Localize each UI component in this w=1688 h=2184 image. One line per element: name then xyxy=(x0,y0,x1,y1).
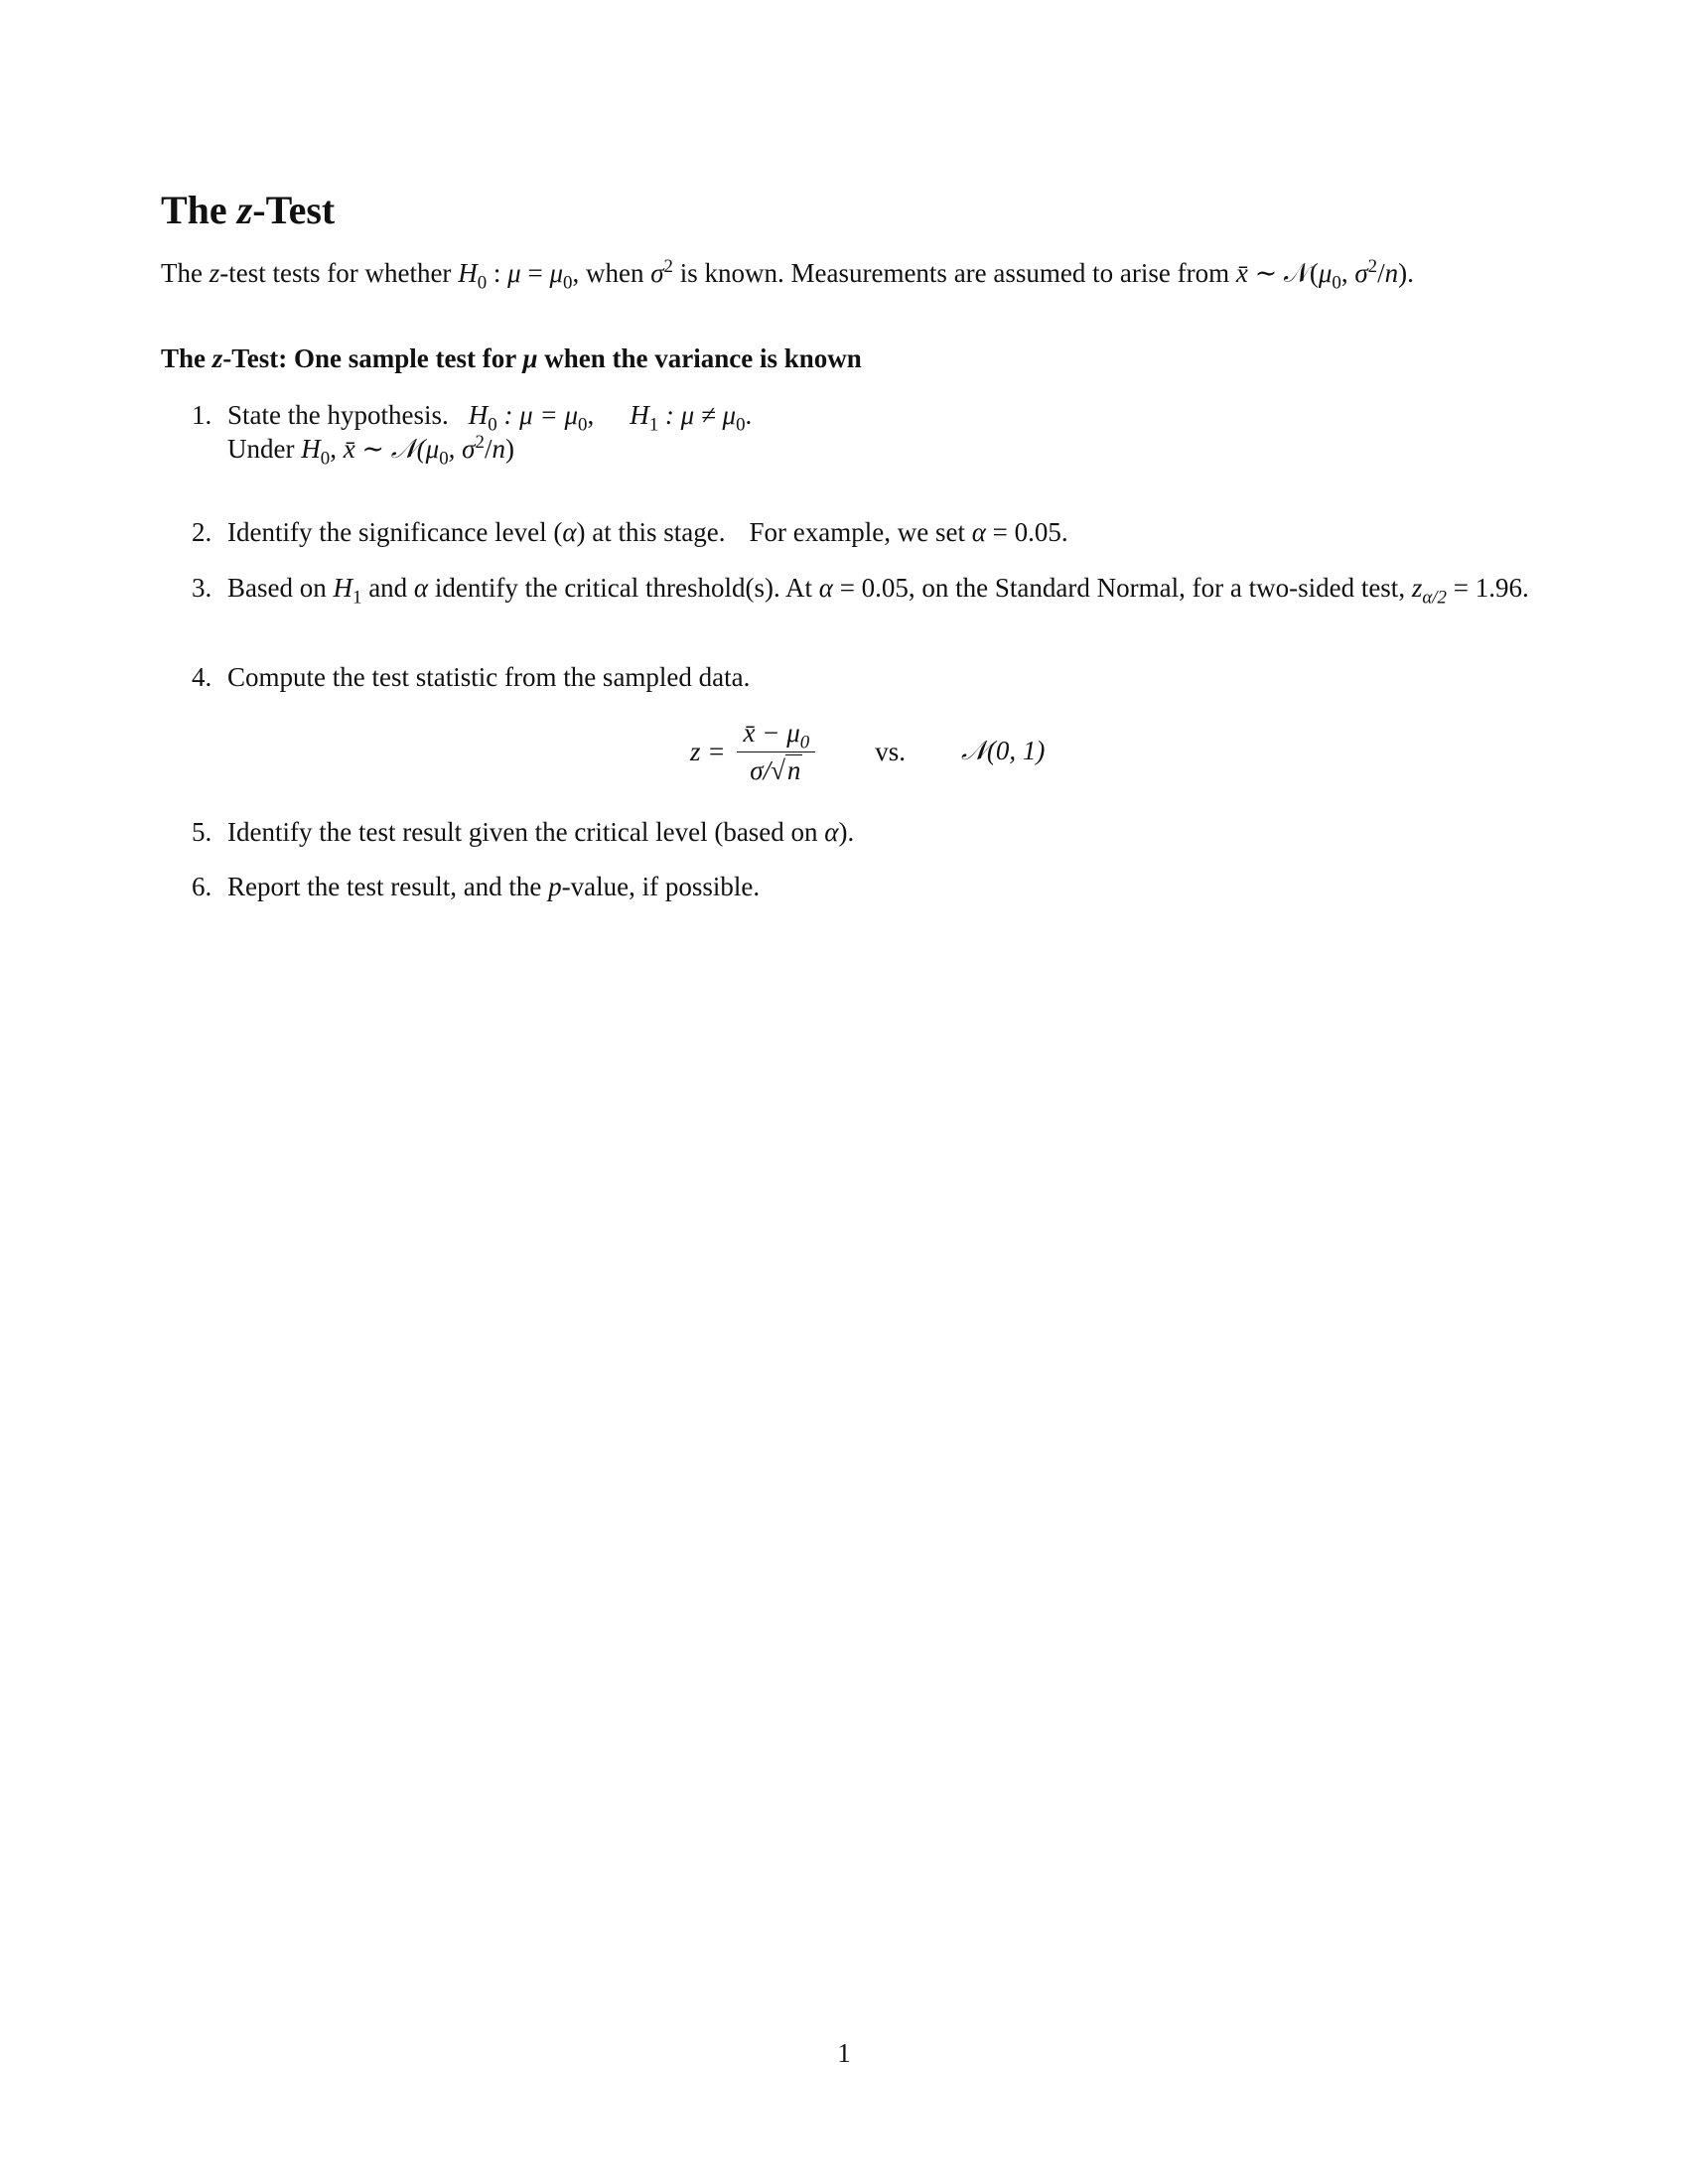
item-line xyxy=(227,398,1532,436)
intro-sub: 0 xyxy=(477,272,488,294)
math-text: . xyxy=(745,400,753,430)
intro-sup: 2 xyxy=(663,256,673,277)
math-text: : μ ≠ μ xyxy=(658,400,737,430)
intro-text: -test tests for whether xyxy=(219,258,459,288)
subhead-text: -Test: One sample test for xyxy=(222,343,523,373)
item-number: 2. xyxy=(192,517,212,547)
title-suffix: -Test xyxy=(252,188,336,232)
list-item-6 xyxy=(192,870,1532,903)
item-text: Based on xyxy=(227,573,334,603)
intro-paragraph xyxy=(161,256,1529,294)
subhead-z: z xyxy=(211,343,223,373)
item-body xyxy=(227,870,1532,903)
item-text: and xyxy=(361,573,414,603)
item-text: Under xyxy=(227,434,302,464)
procedure-heading xyxy=(161,343,862,374)
item-text: Identify the significance level ( xyxy=(227,517,563,547)
math-text: , σ xyxy=(448,434,476,464)
intro-z: z xyxy=(209,258,220,288)
math-text: x̄ ∼ 𝒩(μ xyxy=(343,434,440,464)
list-item-3 xyxy=(192,571,1532,609)
intro-text: ). xyxy=(1398,258,1414,288)
intro-text: , when xyxy=(572,258,651,288)
numerator-text: x̄ − μ xyxy=(743,717,800,748)
intro-text: ∼ 𝒩( xyxy=(1247,258,1319,288)
math-text: , xyxy=(587,400,595,430)
intro-mu: μ xyxy=(507,258,521,288)
math-h: H xyxy=(468,400,489,430)
intro-xbar: x̄ xyxy=(1235,258,1248,288)
item-text: identify the critical threshold(s). At xyxy=(428,573,819,603)
subhead-mu: μ xyxy=(522,343,538,373)
list-item-5 xyxy=(192,815,1532,849)
math-sub: 0 xyxy=(488,414,497,436)
intro-text: : xyxy=(487,258,508,288)
item-body: Compute the test statistic from the sampled data. xyxy=(227,662,751,692)
intro-mu: μ xyxy=(549,258,564,288)
list-item-1 xyxy=(192,398,1532,470)
formula-numerator xyxy=(737,718,815,752)
sqrt-sign: √ xyxy=(771,754,785,785)
math-text: : μ = μ xyxy=(496,400,579,430)
item-text: State the hypothesis. xyxy=(227,400,449,430)
item-text: = 0.05, on the Standard Normal, for a two-sided test, xyxy=(832,573,1412,603)
intro-mu: μ xyxy=(1318,258,1333,288)
math-sup: 2 xyxy=(475,432,485,453)
item-body xyxy=(227,398,1532,470)
item-number: 3. xyxy=(192,573,212,603)
section-title xyxy=(161,187,335,233)
item-number: 6. xyxy=(192,872,212,901)
intro-sup: 2 xyxy=(1367,256,1378,277)
item-body xyxy=(227,571,1532,609)
list-item-4 xyxy=(192,660,1532,694)
math-text: / xyxy=(484,434,492,464)
math-h: H xyxy=(630,400,649,430)
subhead-text: when the variance is known xyxy=(537,343,862,373)
item-text: = 1.96. xyxy=(1446,573,1529,603)
sqrt-radicand: n xyxy=(786,754,801,785)
item-number: 4. xyxy=(192,662,212,692)
intro-sub: 0 xyxy=(1332,272,1341,294)
intro-h: H xyxy=(458,258,478,288)
title-variable: z xyxy=(236,188,253,232)
item-text: For example, we set xyxy=(749,517,972,547)
list-item-2 xyxy=(192,515,1532,549)
item-text: = 0.05. xyxy=(985,517,1068,547)
intro-text: = xyxy=(520,258,550,288)
formula-vs: vs. xyxy=(875,736,906,766)
item-text: ) at this stage. xyxy=(576,517,726,547)
intro-n: n xyxy=(1384,258,1399,288)
intro-text: is known. Measurements are assumed to arise from xyxy=(672,258,1236,288)
subhead-text: The xyxy=(161,343,212,373)
math-alpha: α xyxy=(413,573,429,603)
item-body xyxy=(227,515,1532,549)
numerator-sub: 0 xyxy=(799,731,810,752)
math-z: z xyxy=(1411,573,1423,603)
item-body xyxy=(227,815,1532,849)
math-alpha: α xyxy=(562,517,577,547)
page-number: 1 xyxy=(837,2038,851,2068)
item-text: -value, if possible. xyxy=(561,872,761,901)
math-h: H xyxy=(333,573,352,603)
intro-sigma: σ xyxy=(650,258,664,288)
intro-text: , xyxy=(1340,258,1355,288)
title-text: The xyxy=(161,188,237,232)
math-sub: 0 xyxy=(736,414,746,436)
formula-fraction xyxy=(737,718,815,786)
math-sub: 1 xyxy=(648,414,659,436)
math-sub: α/2 xyxy=(1422,587,1447,609)
math-alpha: α xyxy=(824,817,839,847)
math-sub: 0 xyxy=(320,448,331,470)
intro-text: The xyxy=(161,258,210,288)
formula-distribution: 𝒩(0, 1) xyxy=(960,736,1046,765)
math-alpha: α xyxy=(818,573,833,603)
item-number: 1. xyxy=(192,400,212,430)
formula-denominator xyxy=(744,752,808,786)
math-sub: 0 xyxy=(578,414,588,436)
intro-sub: 0 xyxy=(563,272,573,294)
math-h: H xyxy=(301,434,321,464)
intro-sigma: σ xyxy=(1354,258,1368,288)
item-text: ). xyxy=(838,817,855,847)
math-sub: 1 xyxy=(352,587,362,609)
math-alpha: α xyxy=(971,517,986,547)
intro-text: / xyxy=(1377,258,1385,288)
item-line: Under $H_0$, x̄ ∼ $𝒩(\mu_0$, $\sigma^2/n$) xyxy=(227,432,514,470)
formula-lhs: z = xyxy=(690,736,726,766)
math-sub: 0 xyxy=(439,448,449,470)
denominator-text: σ/ xyxy=(750,754,772,785)
math-n: n xyxy=(492,434,505,464)
item-text: Report the test result, and the xyxy=(227,872,549,901)
math-text: ) xyxy=(504,434,514,464)
test-statistic-formula xyxy=(690,713,1045,790)
math-p: p xyxy=(548,872,562,901)
item-number: 5. xyxy=(192,817,212,847)
item-text: Identify the test result given the critical level (based on xyxy=(227,817,825,847)
